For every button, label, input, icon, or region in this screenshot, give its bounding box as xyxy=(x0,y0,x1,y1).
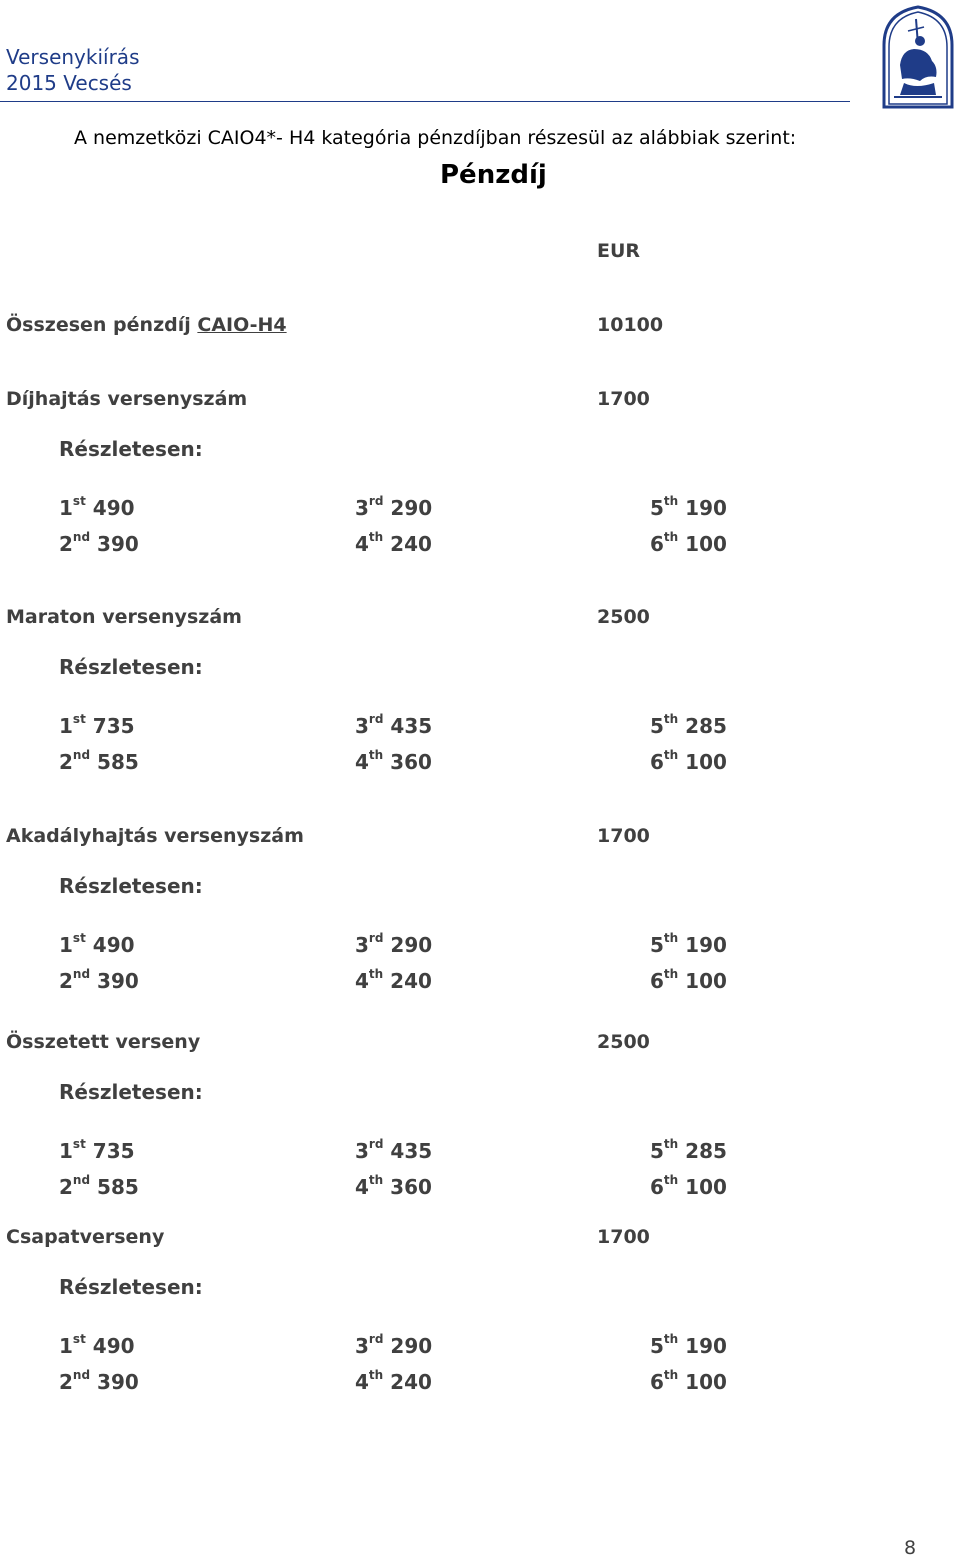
prize-place: 3 xyxy=(355,1334,369,1358)
section-amount: 1700 xyxy=(597,825,650,847)
prize-place: 2 xyxy=(59,750,73,774)
prize-place: 5 xyxy=(650,1139,664,1163)
prize-item xyxy=(355,969,432,993)
prize-place-suffix: st xyxy=(72,1137,86,1151)
prize-item xyxy=(355,532,432,556)
prize-place: 2 xyxy=(59,532,73,556)
prize-value: 290 xyxy=(390,1334,433,1358)
total-label-text: Összesen pénzdíj xyxy=(6,314,198,336)
prize-item xyxy=(355,750,432,774)
prize-place-suffix: th xyxy=(663,1137,679,1151)
prize-place-suffix: nd xyxy=(72,967,91,981)
prize-value: 100 xyxy=(685,1370,727,1394)
prize-value: 735 xyxy=(92,1139,135,1163)
prize-item xyxy=(650,933,727,957)
prize-place-suffix: rd xyxy=(368,712,384,726)
detail-label: Részletesen: xyxy=(59,1275,203,1299)
prize-value: 390 xyxy=(97,532,139,556)
section-name: Díjhajtás versenyszám xyxy=(6,388,248,410)
prize-place-suffix: nd xyxy=(72,530,91,544)
detail-label: Részletesen: xyxy=(59,437,203,461)
prize-item xyxy=(355,496,432,520)
prize-place: 3 xyxy=(355,496,369,520)
prize-value: 290 xyxy=(390,933,433,957)
prize-place: 5 xyxy=(650,933,664,957)
section-amount: 1700 xyxy=(597,1226,650,1248)
prize-item xyxy=(59,1139,135,1163)
prize-value: 490 xyxy=(92,933,135,957)
prize-item xyxy=(650,969,727,993)
prize-item xyxy=(650,1334,727,1358)
prize-place-suffix: th xyxy=(663,748,679,762)
prize-place-suffix: th xyxy=(663,967,679,981)
prize-place: 3 xyxy=(355,933,369,957)
prize-place: 6 xyxy=(650,750,664,774)
prize-place-suffix: th xyxy=(368,1368,384,1382)
prize-value: 435 xyxy=(390,714,433,738)
prize-place: 5 xyxy=(650,714,664,738)
prize-item xyxy=(59,532,139,556)
header-rule xyxy=(0,101,850,102)
prize-place: 3 xyxy=(355,1139,369,1163)
prize-value: 360 xyxy=(390,1175,432,1199)
section-amount: 2500 xyxy=(597,1031,650,1053)
prize-item xyxy=(59,933,135,957)
section-name: Maraton versenyszám xyxy=(6,606,242,628)
prize-value: 240 xyxy=(390,1370,432,1394)
prize-item xyxy=(355,1334,432,1358)
prize-place-suffix: th xyxy=(663,931,679,945)
section-name: Összetett verseny xyxy=(6,1031,201,1053)
prize-place: 5 xyxy=(650,496,664,520)
prize-place-suffix: th xyxy=(368,748,384,762)
prize-place: 1 xyxy=(59,1139,73,1163)
section-amount: 2500 xyxy=(597,606,650,628)
prize-item xyxy=(650,714,727,738)
prize-item xyxy=(355,1370,432,1394)
document-header-title: Versenykiírás xyxy=(6,45,140,69)
prize-place-suffix: rd xyxy=(368,1332,384,1346)
prize-item xyxy=(650,532,727,556)
prize-place-suffix: th xyxy=(663,1368,679,1382)
emblem-logo xyxy=(880,5,956,109)
prize-value: 735 xyxy=(92,714,135,738)
prize-place-suffix: th xyxy=(663,712,679,726)
caio-h4-link[interactable]: CAIO-H4 xyxy=(197,314,287,336)
prize-value: 100 xyxy=(685,532,727,556)
prize-value: 100 xyxy=(685,750,727,774)
prize-item xyxy=(59,750,139,774)
prize-value: 490 xyxy=(92,1334,135,1358)
prize-place: 4 xyxy=(355,532,369,556)
prize-place-suffix: rd xyxy=(368,931,384,945)
prize-item xyxy=(59,969,139,993)
prize-place-suffix: th xyxy=(368,967,384,981)
prize-place-suffix: rd xyxy=(368,494,384,508)
page-number: 8 xyxy=(904,1537,917,1559)
prize-value: 290 xyxy=(390,496,433,520)
prize-item xyxy=(355,933,432,957)
prize-value: 100 xyxy=(685,1175,727,1199)
detail-label: Részletesen: xyxy=(59,874,203,898)
prize-place: 2 xyxy=(59,1175,73,1199)
prize-place: 2 xyxy=(59,969,73,993)
prize-value: 490 xyxy=(92,496,135,520)
prize-place: 6 xyxy=(650,969,664,993)
prize-place: 4 xyxy=(355,1370,369,1394)
prize-value: 190 xyxy=(685,496,727,520)
prize-place-suffix: th xyxy=(663,1332,679,1346)
prize-value: 360 xyxy=(390,750,432,774)
prize-place-suffix: th xyxy=(368,530,384,544)
prize-place-suffix: th xyxy=(663,1173,679,1187)
prize-place: 4 xyxy=(355,969,369,993)
prize-value: 390 xyxy=(97,969,139,993)
prize-value: 190 xyxy=(685,1334,727,1358)
total-label xyxy=(6,314,287,336)
currency-label: EUR xyxy=(597,240,641,262)
prize-value: 285 xyxy=(685,1139,727,1163)
prize-place-suffix: nd xyxy=(72,1368,91,1382)
prize-place: 3 xyxy=(355,714,369,738)
prize-value: 435 xyxy=(390,1139,433,1163)
prize-place: 6 xyxy=(650,532,664,556)
prize-place-suffix: nd xyxy=(72,1173,91,1187)
prize-value: 585 xyxy=(97,750,139,774)
section-amount: 1700 xyxy=(597,388,650,410)
prize-place: 5 xyxy=(650,1334,664,1358)
prize-item xyxy=(59,1334,135,1358)
section-name: Akadályhajtás versenyszám xyxy=(6,825,304,847)
prize-item xyxy=(650,1370,727,1394)
prize-place-suffix: th xyxy=(368,1173,384,1187)
prize-item xyxy=(355,714,432,738)
prize-place-suffix: rd xyxy=(368,1137,384,1151)
prize-value: 240 xyxy=(390,532,432,556)
section-name: Csapatverseny xyxy=(6,1226,165,1248)
prize-value: 585 xyxy=(97,1175,139,1199)
prize-value: 285 xyxy=(685,714,727,738)
prize-place-suffix: th xyxy=(663,530,679,544)
prize-item xyxy=(650,496,727,520)
prize-place: 6 xyxy=(650,1175,664,1199)
prize-place-suffix: st xyxy=(72,494,86,508)
prize-place-suffix: th xyxy=(663,494,679,508)
prize-place: 2 xyxy=(59,1370,73,1394)
prize-place: 4 xyxy=(355,750,369,774)
prize-value: 240 xyxy=(390,969,432,993)
prize-value: 190 xyxy=(685,933,727,957)
prize-place: 6 xyxy=(650,1370,664,1394)
document-header-subtitle: 2015 Vecsés xyxy=(6,71,132,95)
prize-place: 1 xyxy=(59,933,73,957)
detail-label: Részletesen: xyxy=(59,1080,203,1104)
prize-item xyxy=(355,1175,432,1199)
page-title: Pénzdíj xyxy=(440,160,547,190)
total-amount: 10100 xyxy=(597,314,664,336)
prize-place-suffix: st xyxy=(72,1332,86,1346)
intro-text: A nemzetközi CAIO4*- H4 kategória pénzdíjban részesül az alábbiak szerint: xyxy=(74,127,797,149)
prize-item xyxy=(650,1139,727,1163)
detail-label: Részletesen: xyxy=(59,655,203,679)
prize-place: 1 xyxy=(59,1334,73,1358)
prize-place: 4 xyxy=(355,1175,369,1199)
prize-place-suffix: st xyxy=(72,931,86,945)
prize-place-suffix: nd xyxy=(72,748,91,762)
prize-item xyxy=(59,496,135,520)
prize-item xyxy=(650,750,727,774)
prize-item xyxy=(59,1370,139,1394)
prize-place: 1 xyxy=(59,714,73,738)
prize-place: 1 xyxy=(59,496,73,520)
prize-value: 390 xyxy=(97,1370,139,1394)
prize-value: 100 xyxy=(685,969,727,993)
prize-item xyxy=(650,1175,727,1199)
prize-place-suffix: st xyxy=(72,712,86,726)
prize-item xyxy=(59,1175,139,1199)
prize-item xyxy=(355,1139,432,1163)
prize-item xyxy=(59,714,135,738)
